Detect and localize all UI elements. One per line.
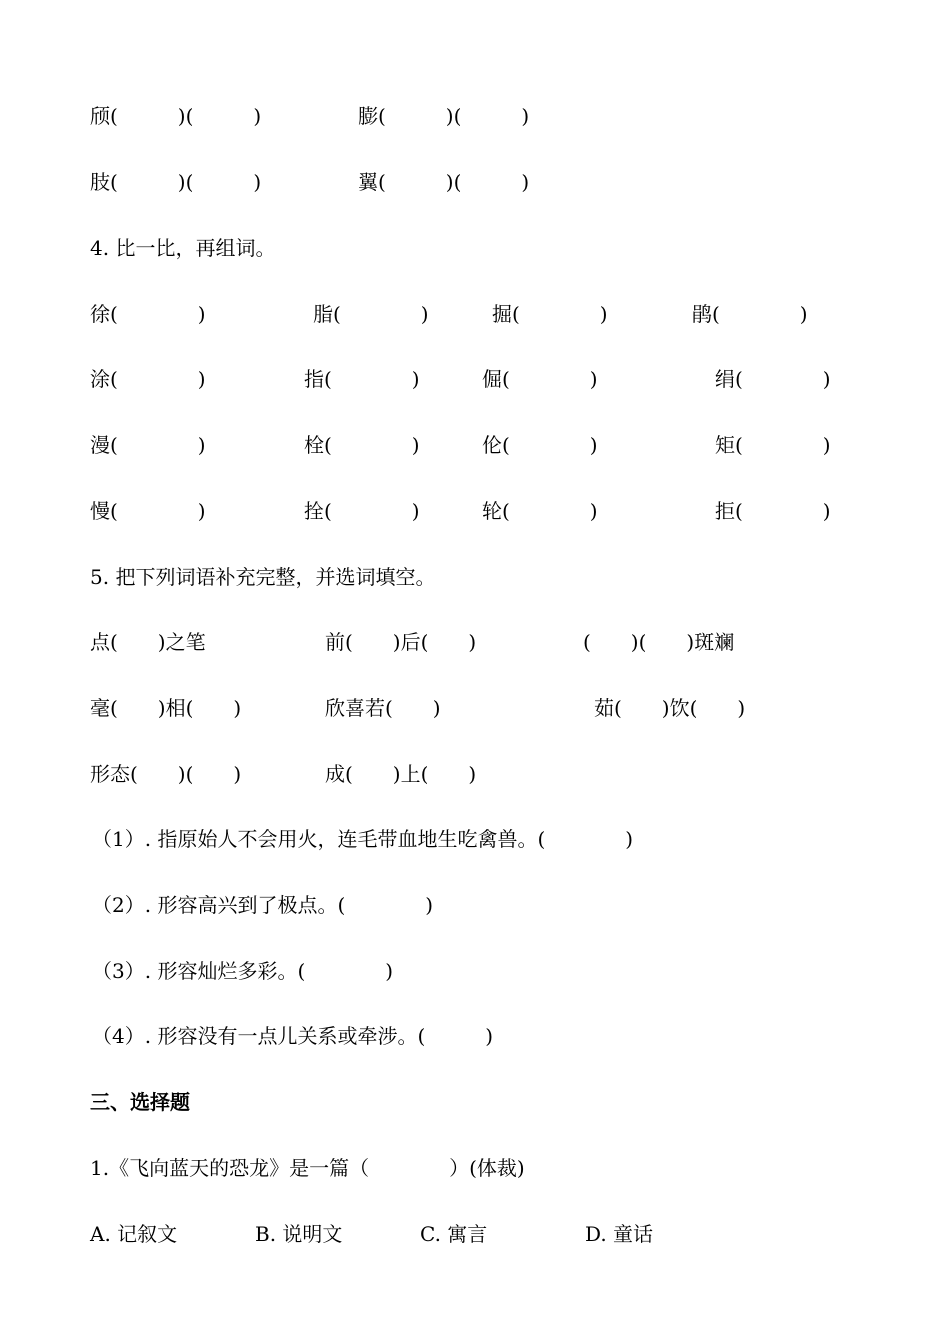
q5-row2-item2: 欣喜若( ) [325, 696, 441, 720]
q4-row3-item3: 伦( ) [482, 433, 598, 457]
q4-row1-item3: 掘( ) [492, 302, 608, 326]
q5-fill-item-4: （4）. 形容没有一点儿关系或牵涉。( ) [92, 1024, 494, 1048]
q5-title: 5. 把下列词语补充完整，并选词填空。 [90, 565, 436, 589]
q4-row3-item2: 栓( ) [304, 433, 420, 457]
q4-row1-item2: 脂( ) [313, 302, 429, 326]
q3-row1-item2: 膨( )( ) [358, 104, 530, 128]
q3-row1-item1: 颀( )( ) [90, 104, 262, 128]
s3-q1-option-a: A. 记叙文 [90, 1222, 178, 1246]
s3-q1-option-b: B. 说明文 [255, 1222, 343, 1246]
q4-row1-item4: 鹃( ) [692, 302, 808, 326]
q4-row1-item1: 徐( ) [90, 302, 206, 326]
q4-row2-item4: 绢( ) [715, 367, 831, 391]
q4-row4-item1: 慢( ) [90, 499, 206, 523]
q5-row1-item1: 点( )之笔 [90, 630, 206, 654]
q3-row2-item1: 肢( )( ) [90, 170, 262, 194]
q5-row2-item3: 茹( )饮( ) [594, 696, 746, 720]
q4-row2-item3: 倔( ) [482, 367, 598, 391]
q4-row4-item3: 轮( ) [482, 499, 598, 523]
q5-row3-item2: 成( )上( ) [325, 762, 477, 786]
s3-q1-option-d: D. 童话 [585, 1222, 654, 1246]
q4-title: 4. 比一比，再组词。 [90, 236, 276, 260]
q4-row4-item2: 拴( ) [304, 499, 420, 523]
q5-fill-item-3: （3）. 形容灿烂多彩。( ) [92, 959, 394, 983]
s3-q1-option-c: C. 寓言 [420, 1222, 488, 1246]
q5-row2-item1: 毫( )相( ) [90, 696, 242, 720]
q3-row2-item2: 翼( )( ) [358, 170, 530, 194]
q5-row1-item3: ( )( )斑斓 [583, 630, 735, 654]
s3-q1-question: 1.《飞向蓝天的恐龙》是一篇（ ）(体裁) [90, 1156, 525, 1180]
q4-row3-item1: 漫( ) [90, 433, 206, 457]
section3-heading: 三、选择题 [90, 1090, 190, 1114]
q5-fill-item-1: （1）. 指原始人不会用火，连毛带血地生吃禽兽。( ) [92, 827, 634, 851]
q4-row3-item4: 矩( ) [715, 433, 831, 457]
q5-row3-item1: 形态( )( ) [90, 762, 242, 786]
q4-row4-item4: 拒( ) [715, 499, 831, 523]
q4-row2-item2: 指( ) [304, 367, 420, 391]
q5-fill-item-2: （2）. 形容高兴到了极点。( ) [92, 893, 434, 917]
q4-row2-item1: 涂( ) [90, 367, 206, 391]
q5-row1-item2: 前( )后( ) [325, 630, 477, 654]
